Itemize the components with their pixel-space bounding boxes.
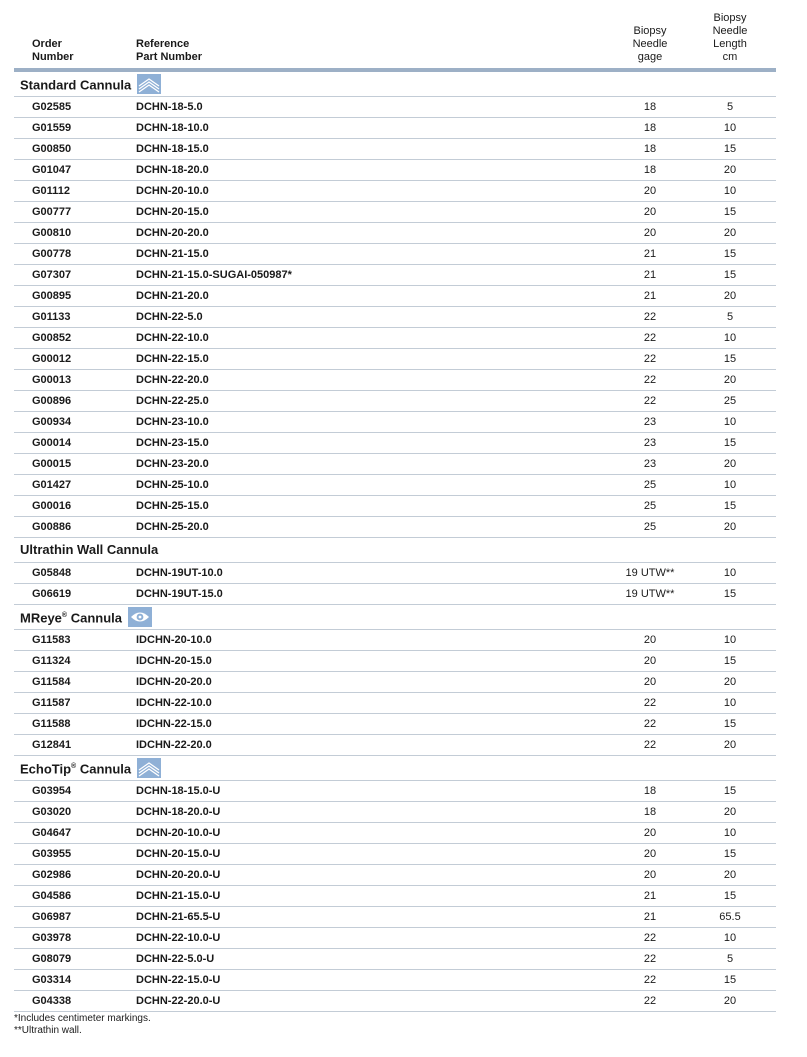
table-row: [14, 714, 776, 735]
part-number-cell: IDCHN-20-10.0: [136, 634, 212, 646]
order-number-cell: G02986: [32, 869, 72, 881]
order-number-cell: G00012: [32, 353, 72, 365]
needle-gage-cell: 20: [643, 206, 657, 218]
order-number-cell: G05848: [32, 567, 72, 579]
table-row: [14, 349, 776, 370]
needle-gage-cell: 22: [643, 739, 657, 751]
table-row: [14, 651, 776, 672]
header-needle-length: Biopsy Needle Length cm: [712, 12, 748, 63]
registered-mark: ®: [71, 763, 77, 771]
part-number-cell: DCHN-20-20.0-U: [136, 869, 221, 881]
part-number-cell: DCHN-20-15.0-U: [136, 848, 221, 860]
part-number-cell: DCHN-23-10.0: [136, 416, 209, 428]
part-number-cell: DCHN-18-15.0: [136, 143, 209, 155]
part-number-cell: DCHN-22-15.0: [136, 353, 209, 365]
needle-gage-cell: 20: [643, 827, 657, 839]
order-number-cell: G01047: [32, 164, 72, 176]
needle-length-cell: 15: [723, 890, 737, 902]
needle-length-cell: 10: [723, 122, 737, 134]
part-number-cell: DCHN-22-5.0-U: [136, 953, 215, 965]
needle-gage-cell: 22: [643, 332, 657, 344]
table-row: [14, 307, 776, 328]
part-number-cell: DCHN-20-10.0: [136, 185, 209, 197]
section-header: [14, 538, 776, 563]
part-number-cell: DCHN-25-10.0: [136, 479, 209, 491]
part-number-cell: DCHN-20-10.0-U: [136, 827, 221, 839]
needle-gage-cell: 22: [643, 311, 657, 323]
needle-gage-cell: 20: [643, 848, 657, 860]
section-title: EchoTip® Cannula: [20, 760, 161, 780]
needle-gage-cell: 22: [643, 697, 657, 709]
table-row: [14, 475, 776, 496]
order-number-cell: G00886: [32, 521, 72, 533]
needle-gage-cell: 21: [643, 269, 657, 281]
table-row: [14, 454, 776, 475]
part-number-cell: DCHN-18-20.0-U: [136, 806, 221, 818]
table-row: [14, 823, 776, 844]
table-row: [14, 907, 776, 928]
table-row: [14, 370, 776, 391]
footnote-ultrathin: **Ultrathin wall.: [14, 1025, 82, 1036]
needle-length-cell: 10: [723, 185, 737, 197]
table-row: [14, 223, 776, 244]
needle-gage-cell: 19 UTW**: [625, 567, 675, 579]
needle-gage-cell: 20: [643, 655, 657, 667]
table-row: [14, 139, 776, 160]
needle-length-cell: 20: [723, 739, 737, 751]
part-number-cell: DCHN-22-20.0: [136, 374, 209, 386]
order-number-cell: G00852: [32, 332, 72, 344]
part-number-cell: IDCHN-20-20.0: [136, 676, 212, 688]
needle-gage-cell: 22: [643, 953, 657, 965]
part-number-cell: DCHN-18-10.0: [136, 122, 209, 134]
order-number-cell: G00016: [32, 500, 72, 512]
order-number-cell: G00014: [32, 437, 72, 449]
order-number-cell: G00850: [32, 143, 72, 155]
needle-length-cell: 20: [723, 374, 737, 386]
needle-length-cell: 10: [723, 567, 737, 579]
part-number-cell: DCHN-21-20.0: [136, 290, 209, 302]
needle-gage-cell: 18: [643, 785, 657, 797]
table-row: [14, 735, 776, 756]
order-number-cell: G00895: [32, 290, 72, 302]
table-row: [14, 844, 776, 865]
order-number-cell: G04338: [32, 995, 72, 1007]
needle-length-cell: 5: [726, 101, 734, 113]
needle-length-cell: 20: [723, 290, 737, 302]
needle-gage-cell: 22: [643, 353, 657, 365]
needle-gage-cell: 20: [643, 869, 657, 881]
needle-gage-cell: 23: [643, 437, 657, 449]
needle-length-cell: 15: [723, 143, 737, 155]
needle-length-cell: 5: [726, 311, 734, 323]
needle-length-cell: 15: [723, 655, 737, 667]
section-title: Ultrathin Wall Cannula: [20, 542, 159, 557]
table-row: [14, 693, 776, 714]
header-order-number: Order Number: [32, 38, 74, 63]
table-row: [14, 517, 776, 538]
section-title: MReye® Cannula: [20, 609, 152, 629]
needle-length-cell: 15: [723, 206, 737, 218]
needle-length-cell: 10: [723, 932, 737, 944]
part-number-cell: DCHN-21-15.0: [136, 248, 209, 260]
table-row: [14, 949, 776, 970]
needle-gage-cell: 20: [643, 676, 657, 688]
table-row: [14, 563, 776, 584]
needle-length-cell: 15: [723, 974, 737, 986]
part-number-cell: DCHN-19UT-10.0: [136, 567, 223, 579]
footnote-centimeter: *Includes centimeter markings.: [14, 1013, 151, 1024]
part-number-cell: DCHN-22-20.0-U: [136, 995, 221, 1007]
order-number-cell: G01427: [32, 479, 72, 491]
part-number-cell: DCHN-21-15.0-U: [136, 890, 221, 902]
needle-gage-cell: 18: [643, 143, 657, 155]
table-row: [14, 286, 776, 307]
needle-gage-cell: 19 UTW**: [625, 588, 675, 600]
table-row: [14, 781, 776, 802]
needle-gage-cell: 25: [643, 479, 657, 491]
section-header: [14, 72, 776, 97]
needle-length-cell: 25: [723, 395, 737, 407]
order-number-cell: G11588: [32, 718, 71, 730]
table-row: [14, 118, 776, 139]
order-number-cell: G01133: [32, 311, 71, 323]
needle-length-cell: 15: [723, 248, 737, 260]
needle-length-cell: 20: [723, 995, 737, 1007]
needle-gage-cell: 22: [643, 995, 657, 1007]
table-row: [14, 202, 776, 223]
echo-wave-icon: [137, 74, 161, 94]
order-number-cell: G02585: [32, 101, 72, 113]
needle-length-cell: 10: [723, 416, 737, 428]
order-number-cell: G01559: [32, 122, 72, 134]
needle-length-cell: 20: [723, 676, 737, 688]
table-row: [14, 496, 776, 517]
order-number-cell: G07307: [32, 269, 72, 281]
table-row: [14, 672, 776, 693]
needle-length-cell: 10: [723, 827, 737, 839]
part-number-cell: DCHN-18-15.0-U: [136, 785, 221, 797]
part-number-cell: DCHN-20-15.0: [136, 206, 209, 218]
needle-gage-cell: 22: [643, 974, 657, 986]
needle-gage-cell: 22: [643, 718, 657, 730]
order-number-cell: G11584: [32, 676, 71, 688]
needle-length-cell: 20: [723, 227, 737, 239]
part-number-cell: DCHN-22-10.0-U: [136, 932, 221, 944]
needle-length-cell: 15: [723, 848, 737, 860]
product-table: [14, 72, 776, 1012]
needle-gage-cell: 20: [643, 634, 657, 646]
needle-gage-cell: 21: [643, 248, 657, 260]
needle-length-cell: 15: [723, 718, 737, 730]
registered-mark: ®: [61, 612, 68, 620]
table-row: [14, 244, 776, 265]
order-number-cell: G08079: [32, 953, 72, 965]
needle-length-cell: 10: [723, 479, 737, 491]
needle-gage-cell: 18: [643, 806, 657, 818]
order-number-cell: G11587: [32, 697, 71, 709]
echo-wave-icon: [137, 758, 161, 778]
part-number-cell: DCHN-22-5.0: [136, 311, 203, 323]
order-number-cell: G03978: [32, 932, 72, 944]
table-row: [14, 160, 776, 181]
part-number-cell: DCHN-22-25.0: [136, 395, 209, 407]
needle-gage-cell: 23: [643, 416, 657, 428]
needle-gage-cell: 22: [643, 374, 657, 386]
needle-gage-cell: 21: [643, 890, 657, 902]
needle-gage-cell: 22: [643, 395, 657, 407]
order-number-cell: G11324: [32, 655, 71, 667]
needle-gage-cell: 18: [643, 164, 657, 176]
table-row: [14, 265, 776, 286]
table-row: [14, 328, 776, 349]
table-row: [14, 970, 776, 991]
needle-length-cell: 15: [723, 437, 737, 449]
table-row: [14, 433, 776, 454]
table-row: [14, 181, 776, 202]
needle-gage-cell: 18: [643, 122, 657, 134]
needle-length-cell: 15: [723, 353, 737, 365]
table-row: [14, 865, 776, 886]
needle-length-cell: 20: [723, 521, 737, 533]
table-row: [14, 802, 776, 823]
needle-length-cell: 10: [723, 332, 737, 344]
order-number-cell: G03954: [32, 785, 72, 797]
needle-gage-cell: 20: [643, 227, 657, 239]
needle-length-cell: 20: [723, 806, 737, 818]
needle-gage-cell: 18: [643, 101, 657, 113]
header-needle-gage: Biopsy Needle gage: [632, 25, 668, 63]
needle-length-cell: 20: [723, 164, 737, 176]
order-number-cell: G11583: [32, 634, 71, 646]
needle-length-cell: 15: [723, 500, 737, 512]
needle-length-cell: 15: [723, 269, 737, 281]
table-row: [14, 991, 776, 1012]
part-number-cell: DCHN-19UT-15.0: [136, 588, 223, 600]
part-number-cell: DCHN-23-15.0: [136, 437, 209, 449]
part-number-cell: DCHN-18-20.0: [136, 164, 209, 176]
needle-length-cell: 15: [723, 588, 737, 600]
section-header: [14, 756, 776, 781]
order-number-cell: G04647: [32, 827, 72, 839]
part-number-cell: IDCHN-22-15.0: [136, 718, 212, 730]
part-number-cell: DCHN-25-20.0: [136, 521, 209, 533]
needle-length-cell: 65.5: [719, 911, 741, 923]
order-number-cell: G04586: [32, 890, 72, 902]
part-number-cell: IDCHN-22-10.0: [136, 697, 212, 709]
table-row: [14, 630, 776, 651]
part-number-cell: DCHN-21-65.5-U: [136, 911, 221, 923]
order-number-cell: G01112: [32, 185, 70, 197]
needle-gage-cell: 21: [643, 911, 657, 923]
order-number-cell: G06619: [32, 588, 72, 600]
table-row: [14, 584, 776, 605]
needle-length-cell: 20: [723, 458, 737, 470]
order-number-cell: G00778: [32, 248, 72, 260]
order-number-cell: G12841: [32, 739, 72, 751]
part-number-cell: IDCHN-22-20.0: [136, 739, 212, 751]
eye-icon: [128, 607, 152, 627]
order-number-cell: G00777: [32, 206, 72, 218]
table-row: [14, 412, 776, 433]
header-reference: Reference Part Number: [136, 38, 203, 63]
needle-gage-cell: 20: [643, 185, 657, 197]
table-row: [14, 928, 776, 949]
table-row: [14, 97, 776, 118]
order-number-cell: G00896: [32, 395, 72, 407]
footnotes: [14, 1013, 151, 1037]
needle-gage-cell: 25: [643, 500, 657, 512]
needle-gage-cell: 22: [643, 932, 657, 944]
needle-length-cell: 20: [723, 869, 737, 881]
table-row: [14, 886, 776, 907]
part-number-cell: DCHN-22-15.0-U: [136, 974, 221, 986]
order-number-cell: G03955: [32, 848, 72, 860]
needle-gage-cell: 21: [643, 290, 657, 302]
table-row: [14, 391, 776, 412]
needle-length-cell: 10: [723, 697, 737, 709]
part-number-cell: DCHN-18-5.0: [136, 101, 203, 113]
needle-length-cell: 5: [726, 953, 734, 965]
part-number-cell: DCHN-22-10.0: [136, 332, 209, 344]
part-number-cell: DCHN-20-20.0: [136, 227, 209, 239]
order-number-cell: G06987: [32, 911, 72, 923]
order-number-cell: G00810: [32, 227, 72, 239]
needle-gage-cell: 25: [643, 521, 657, 533]
table-header: [0, 0, 807, 68]
order-number-cell: G03314: [32, 974, 72, 986]
section-title: Standard Cannula: [20, 76, 161, 96]
part-number-cell: DCHN-25-15.0: [136, 500, 209, 512]
order-number-cell: G00013: [32, 374, 72, 386]
order-number-cell: G00015: [32, 458, 72, 470]
part-number-cell: DCHN-21-15.0-SUGAI-050987*: [136, 269, 292, 281]
part-number-cell: DCHN-23-20.0: [136, 458, 209, 470]
needle-length-cell: 10: [723, 634, 737, 646]
part-number-cell: IDCHN-20-15.0: [136, 655, 212, 667]
order-number-cell: G00934: [32, 416, 72, 428]
needle-length-cell: 15: [723, 785, 737, 797]
section-header: [14, 605, 776, 630]
needle-gage-cell: 23: [643, 458, 657, 470]
order-number-cell: G03020: [32, 806, 72, 818]
